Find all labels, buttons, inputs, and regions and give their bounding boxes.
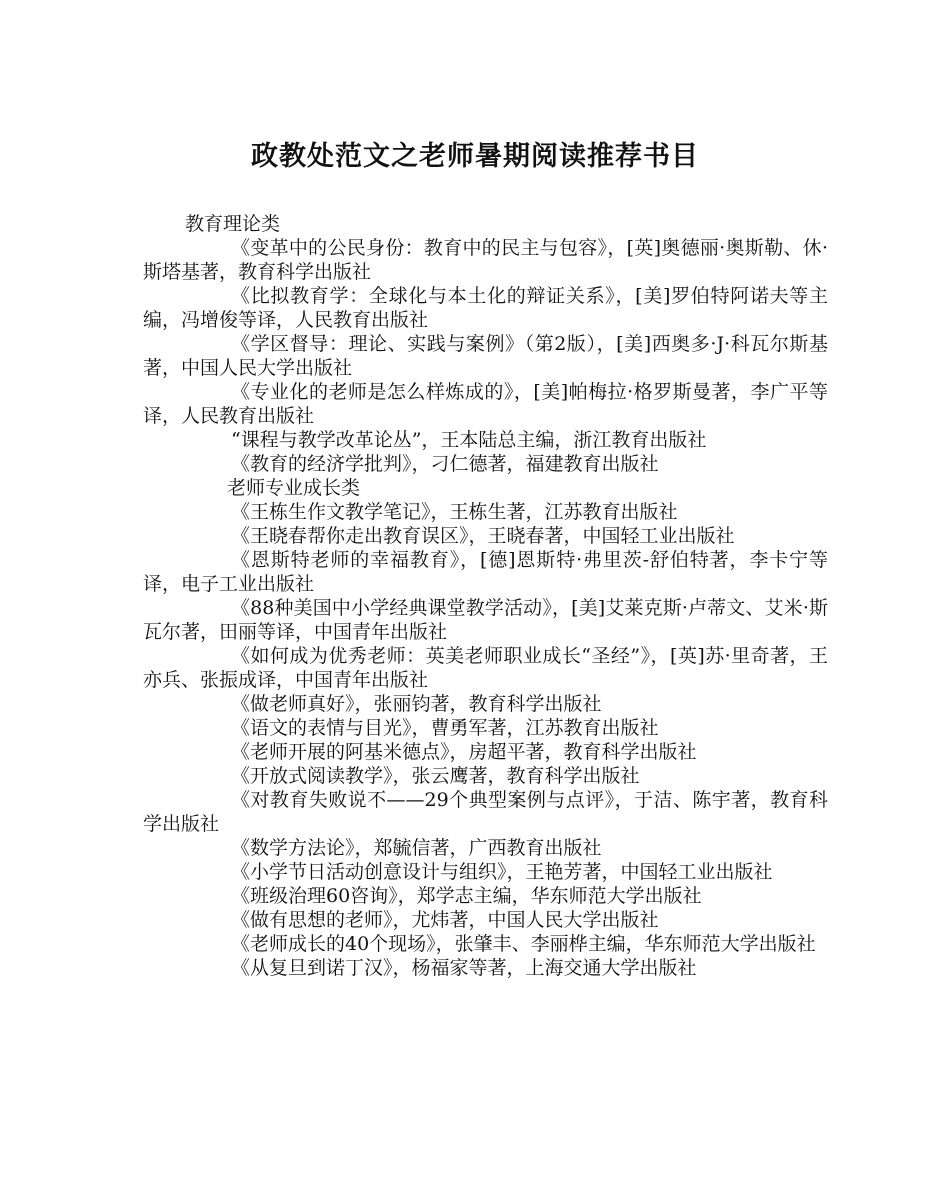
book-entry: 《数学方法论》，郑毓信著，广西教育出版社 [231, 837, 602, 859]
book-entry: 《专业化的老师是怎么样炼成的》，[美]帕梅拉·格罗斯曼著，李广平等译，人民教育出版社 [143, 381, 828, 427]
book-entry: 《变革中的公民身份：教育中的民主与包容》，[英]奥德丽·奥斯勒、休·斯塔基著，教育科学出版社 [143, 237, 828, 283]
book-entry: “课程与教学改革论丛”，王本陆总主编，浙江教育出版社 [231, 429, 707, 451]
book-entry: 《88种美国中小学经典课堂教学活动》，[美]艾莱克斯·卢蒂文、艾米·斯瓦尔著，田丽等译，中国青年出版社 [143, 597, 828, 643]
book-entry: 《比拟教育学：全球化与本土化的辩证关系》，[美]罗伯特阿诺夫等主编，冯增俊等译，人民教育出版社 [143, 285, 828, 331]
book-entry: 《开放式阅读教学》，张云鹰著，教育科学出版社 [231, 765, 640, 787]
book-entry: 《学区督导：理论、实践与案例》（第2版），[美]西奥多·J·科瓦尔斯基著，中国人民大学出版社 [143, 333, 828, 379]
book-entry: 《从复旦到诺丁汉》，杨福家等著，上海交通大学出版社 [231, 957, 697, 979]
book-entry: 《做老师真好》，张丽钧著，教育科学出版社 [231, 693, 602, 715]
book-entry: 《老师开展的阿基米德点》，房超平著，教育科学出版社 [231, 741, 697, 763]
book-entry: 《老师成长的40个现场》，张肇丰、李丽桦主编，华东师范大学出版社 [231, 933, 816, 955]
book-entry: 《王栋生作文教学笔记》，王栋生著，江苏教育出版社 [231, 501, 678, 523]
book-entry: 《做有思想的老师》，尤炜著，中国人民大学出版社 [231, 909, 659, 931]
book-entry: 《语文的表情与目光》，曹勇军著，江苏教育出版社 [231, 717, 659, 739]
document-body [143, 212, 828, 980]
document-title: 政教处范文之老师暑期阅读推荐书目 [251, 141, 699, 172]
section-heading: 老师专业成长类 [227, 477, 361, 499]
book-entry: 《小学节日活动创意设计与组织》，王艳芳著，中国轻工业出版社 [231, 861, 773, 883]
book-entry: 《班级治理60咨询》，郑学志主编，华东师范大学出版社 [231, 885, 702, 907]
book-entry: 《对教育失败说不——29个典型案例与点评》，于洁、陈宇著，教育科学出版社 [143, 789, 828, 835]
book-entry: 《王晓春帮你走出教育误区》，王晓春著，中国轻工业出版社 [231, 525, 735, 547]
book-entry: 《如何成为优秀老师：英美老师职业成长“圣经”》，[英]苏·里奇著，王亦兵、张振成译，中国青年出版社 [143, 645, 828, 691]
section-heading: 教育理论类 [185, 213, 281, 235]
book-entry: 《恩斯特老师的幸福教育》，[德]恩斯特·弗里茨-舒伯特著，李卡宁等译，电子工业出版社 [143, 549, 828, 595]
book-entry: 《教育的经济学批判》，刁仁德著，福建教育出版社 [231, 453, 659, 475]
